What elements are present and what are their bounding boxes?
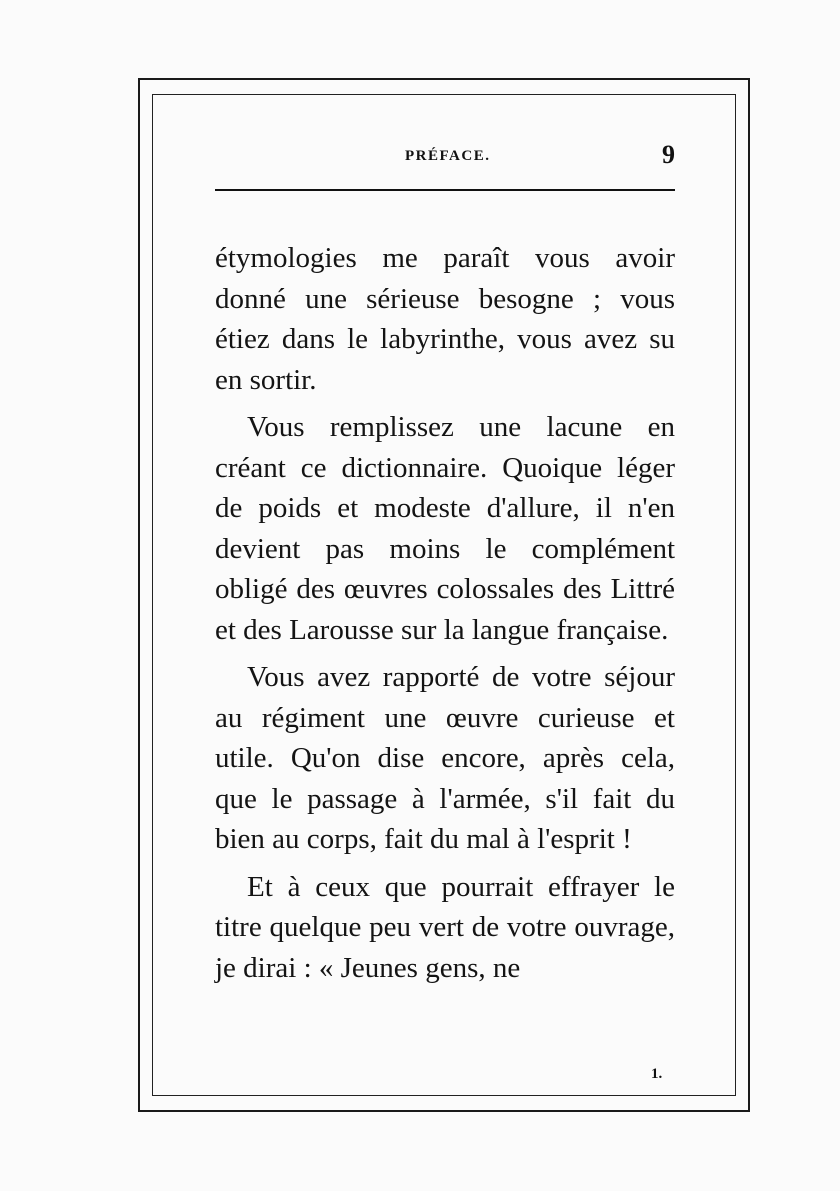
running-title: PRÉFACE.	[405, 148, 491, 164]
page-number: 9	[662, 140, 675, 169]
body-text	[215, 238, 675, 988]
header-rule	[215, 189, 675, 191]
paragraph: Et à ceux que pourrait effrayer le titre quelque peu vert de votre ouvrage, je dirai : « Jeunes gens, ne	[215, 870, 675, 984]
paragraph-continuation: étymologies me paraît vous avoir donné une sérieuse besogne ; vous étiez dans le labyrinthe, vous avez su en sortir.	[215, 242, 675, 396]
signature-mark: 1.	[651, 1066, 663, 1082]
paragraph: Vous remplissez une lacune en créant ce dictionnaire. Quoique léger de poids et modeste d'allure, il n'en devient pas moins le complément obligé des œuvres colossales des Littré et des Larousse sur la langue française.	[215, 411, 675, 646]
paragraph: Vous avez rapporté de votre séjour au régiment une œuvre curieuse et utile. Qu'on dise encore, après cela, que le passage à l'armée, s'il fait du bien au corps, fait du mal à l'esprit !	[215, 661, 675, 855]
running-head	[215, 140, 675, 174]
